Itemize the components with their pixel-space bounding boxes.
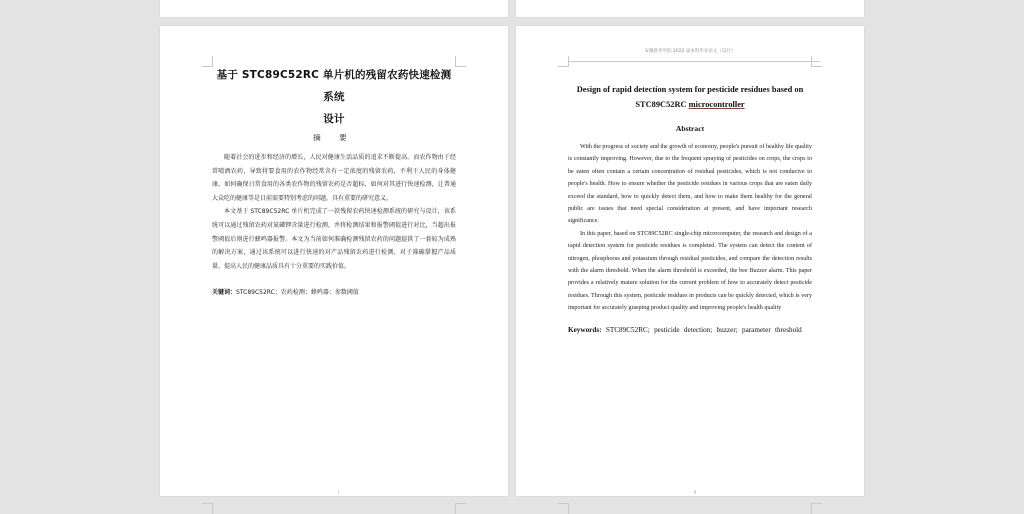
chinese-keywords — [212, 287, 456, 296]
english-abstract-body — [568, 82, 812, 337]
english-keywords-value: STC89C52RC; pesticide detection; buzzer; parameter threshold — [605, 325, 802, 334]
english-title — [568, 82, 812, 112]
margin-mark-bottom-left — [202, 503, 213, 514]
page-english-abstract — [516, 26, 864, 496]
chinese-abstract-body — [212, 64, 456, 296]
running-header: 安徽新华学院 2022 届本科毕业论文（设计） — [644, 49, 736, 54]
english-abstract-paragraph-2: In this paper, based on STC89C52RC single-chip microcomputer, the research and design of a rapid detection system for pesticide residues is completed. The system can detect the content of nitrogen, phosphorus and potassium through residual pesticides, and compare the detection results with the alarm threshold. When the alarm threshold is exceeded, the bee Buzzer alarm. This paper provides a relatively mature solution for the current problem of how to accurately detect pesticide residues. Through this system, pesticide residues in products can be quickly detected, which is very important for accurately grasping product quality and improving people's health quality — [568, 230, 812, 312]
margin-mark-bottom-right — [811, 503, 822, 514]
chinese-abstract-paragraph-2: 本文基于 STC89C52RC 单片机完成了一款残留农药快速检测系统的研究与设计，该系统可以通过残留农药对氮磷钾含量进行检测，并将检测结果和报警阈值进行对比，当超出报警阈值后则进行蜂鸣器报警。本文为当前如何准确检测残留农药的问题提供了一套较为成熟的解决方案，通过该系统可以进行快速的对产品残留农药进行检测，对于准确掌握产品质量，提高人民的健康品质具有十分重要的实践价值。 — [212, 208, 456, 270]
margin-mark-top-right — [455, 56, 466, 67]
previous-page-right — [516, 0, 864, 17]
page-number-left: I — [338, 490, 340, 495]
margin-mark-top-left — [558, 56, 569, 67]
english-abstract-paragraph-1: With the progress of society and the growth of economy, people's pursuit of healthy life quality is constantly improving. However, due to the frequent spraying of pesticides on crops, the crops to be eaten often contain a certain concentration of residual pesticides, which is not conducive to people's health. How to ensure whether the pesticide residues in various crops that are eaten daily exceed the standard, how to quickly detect them, and how to make them healthy for the general public are issues that need special consideration at present, and have important research significance. — [568, 144, 812, 225]
english-keywords-label: Keywords: — [568, 325, 602, 334]
chinese-title-line2: 设计 — [323, 113, 345, 125]
chinese-abstract-heading: 摘 要 — [313, 133, 355, 142]
english-title-line1: Design of rapid detection system for pesticide residues based on — [576, 85, 804, 94]
chinese-title — [212, 64, 456, 130]
previous-page-left — [160, 0, 508, 17]
margin-mark-bottom-right — [455, 503, 466, 514]
margin-mark-bottom-left — [558, 503, 569, 514]
english-abstract-heading: Abstract — [675, 124, 705, 133]
chinese-keywords-label: 关键词： — [212, 289, 237, 297]
chinese-keywords-value: STC89C52RC；农药检测；蜂鸣器；参数阈值 — [236, 289, 359, 297]
page-number-right: II — [694, 490, 697, 495]
chinese-title-line1: 基于 STC89C52RC 单片机的残留农药快速检测系统 — [216, 69, 452, 103]
header-rule — [568, 61, 820, 62]
english-title-underlined-word: microcontroller — [688, 100, 745, 109]
page-chinese-abstract — [160, 26, 508, 496]
chinese-abstract-paragraph-1: 随着社会的进步和经济的增长，人民对健康生活品质的追求不断提高。而农作物由于经常喷洒农药，导致将要食用的农作物经常含有一定浓度的残留农药，不利于人民的身体健康。如何确保日常食用的各类农作物的残留农药是否超标，如何对其进行快速检测，让普通大众吃的健康等是目前需要特别考虑的问题，具有重要的研究意义。 — [212, 154, 456, 202]
english-title-prefix: STC89C52RC — [635, 100, 689, 109]
english-title-line2 — [568, 97, 812, 112]
margin-mark-top-right — [811, 56, 822, 67]
english-keywords — [568, 323, 812, 337]
